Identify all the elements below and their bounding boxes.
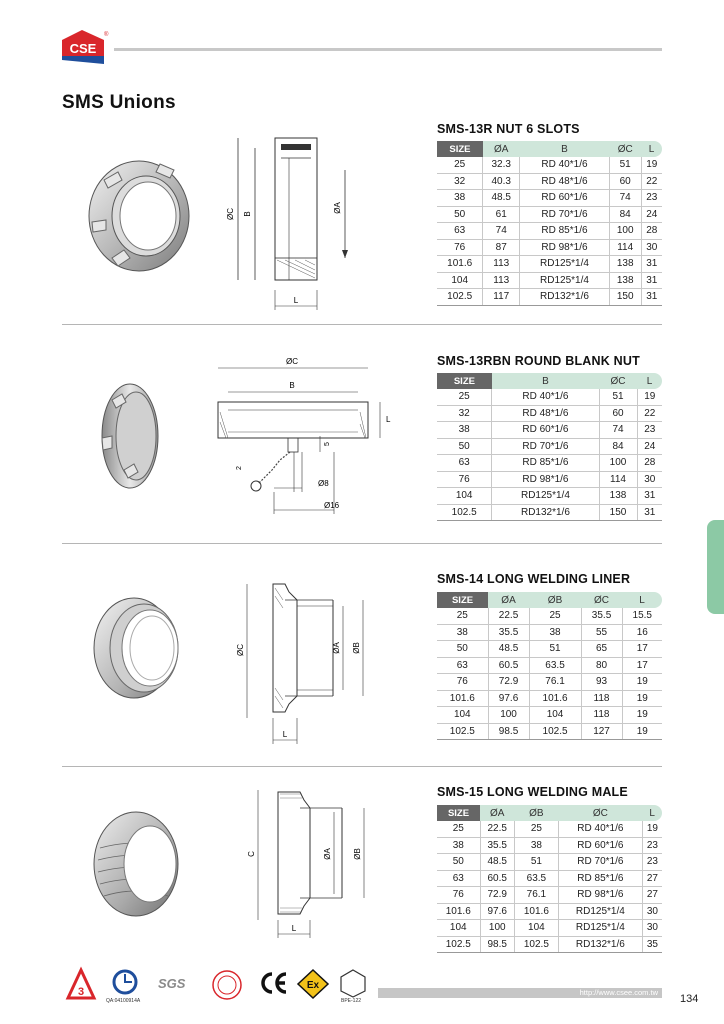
table-cell: 40.3 (483, 173, 520, 190)
table-cell: 48.5 (488, 641, 529, 658)
table-cell: 19 (641, 157, 662, 173)
table-row (437, 157, 662, 173)
table-cell: 101.6 (437, 256, 483, 273)
iso-cert-code: QA:04100914A (106, 998, 141, 1004)
table-cell: 51 (609, 157, 641, 173)
table-cell: 31 (641, 272, 662, 289)
table-cell: RD 48*1/6 (520, 173, 610, 190)
sgs-cert-logo: SGS (158, 976, 186, 991)
table-cell: RD 85*1/6 (558, 870, 642, 887)
table-cell: 102.5 (437, 723, 488, 740)
table-cell: 117 (483, 289, 520, 306)
table-cell: 104 (437, 272, 483, 289)
table-cell: 87 (483, 239, 520, 256)
round-blank-nut-drawing (210, 352, 400, 517)
section-divider (62, 543, 662, 544)
dim-label-l: L (386, 415, 391, 424)
table-cell: 102.5 (514, 936, 558, 953)
table-cell: RD125*1/4 (520, 256, 610, 273)
table-cell: RD 60*1/6 (520, 190, 610, 207)
table-cell: 114 (599, 471, 637, 488)
table-row (437, 256, 662, 273)
long-welding-liner-drawing (225, 578, 375, 748)
table-cell: 97.6 (480, 903, 514, 920)
table-cell: 104 (437, 707, 488, 724)
column-header: B (520, 141, 610, 157)
table-cell: 24 (641, 206, 662, 223)
table-cell: 63.5 (514, 870, 558, 887)
column-header: L (622, 592, 662, 608)
table-cell: 25 (529, 608, 581, 624)
cse-logo (60, 28, 109, 66)
table-cell: 60 (599, 405, 637, 422)
table-cell: 113 (483, 272, 520, 289)
table-row (437, 608, 662, 624)
table-cell: 97.6 (488, 690, 529, 707)
table-header-row (437, 141, 662, 157)
long-welding-male-render (90, 808, 190, 920)
table-cell: RD125*1/4 (520, 272, 610, 289)
column-header: B (492, 373, 599, 389)
table-cell: 22 (637, 405, 662, 422)
page-title: SMS Unions (62, 92, 176, 113)
table-cell: 102.5 (437, 936, 480, 953)
table-cell: 150 (609, 289, 641, 306)
table-cell: 22.5 (488, 608, 529, 624)
long-welding-liner-render (90, 592, 190, 702)
table-cell: 76 (437, 471, 492, 488)
table-row (437, 206, 662, 223)
header-rule (114, 48, 662, 51)
table-cell: 127 (581, 723, 622, 740)
table-cell: 138 (609, 256, 641, 273)
column-header: ØA (488, 592, 529, 608)
ce-mark-icon (258, 968, 290, 998)
table-cell: 35.5 (480, 837, 514, 854)
table-cell: 102.5 (529, 723, 581, 740)
table-row (437, 903, 662, 920)
table-header-row (437, 373, 662, 389)
table-cell: RD125*1/4 (558, 903, 642, 920)
table-cell: 22.5 (480, 821, 514, 837)
table-cell: 19 (622, 690, 662, 707)
table-cell: 84 (609, 206, 641, 223)
table-cell: 100 (599, 455, 637, 472)
dim-label-a: ØA (332, 642, 341, 654)
table-cell: 50 (437, 641, 488, 658)
table-row (437, 455, 662, 472)
dim-label-l: L (282, 730, 288, 739)
table-cell: RD 60*1/6 (558, 837, 642, 854)
table-cell: 102.5 (437, 504, 492, 521)
table-cell: 17 (622, 657, 662, 674)
table-cell: 55 (581, 624, 622, 641)
table-row (437, 690, 662, 707)
table-row (437, 624, 662, 641)
dim-label-b: B (243, 211, 252, 217)
table-title-sms-13r: SMS-13R NUT 6 SLOTS (437, 122, 580, 136)
table-cell: 150 (599, 504, 637, 521)
table-cell: 28 (637, 455, 662, 472)
iso-cert-icon (108, 968, 142, 1002)
table-row (437, 707, 662, 724)
spec-table-sms-15 (437, 805, 662, 953)
svg-text:Ex: Ex (306, 980, 320, 991)
table-cell: 100 (488, 707, 529, 724)
table-cell: RD 60*1/6 (492, 422, 599, 439)
table-cell: 19 (637, 389, 662, 405)
table-cell: 25 (437, 157, 483, 173)
table-cell: 100 (609, 223, 641, 240)
asme-bpe-icon (338, 968, 368, 998)
table-cell: 113 (483, 256, 520, 273)
table-cell: RD125*1/4 (492, 488, 599, 505)
table-cell: 25 (437, 389, 492, 405)
table-cell: 23 (642, 854, 662, 871)
column-header: L (642, 805, 662, 821)
dim-label-5: 5 (324, 442, 331, 446)
table-row (437, 504, 662, 521)
table-row (437, 223, 662, 240)
dim-label-b: ØB (353, 848, 362, 860)
dim-label-b: B (289, 381, 295, 390)
table-row (437, 821, 662, 837)
table-row (437, 657, 662, 674)
table-cell: 63 (437, 657, 488, 674)
table-cell: 30 (642, 903, 662, 920)
table-cell: 60 (609, 173, 641, 190)
table-title-sms-15: SMS-15 LONG WELDING MALE (437, 785, 628, 799)
column-header: ØB (529, 592, 581, 608)
table-cell: 100 (480, 920, 514, 937)
table-cell: 16 (622, 624, 662, 641)
table-title-sms-14: SMS-14 LONG WELDING LINER (437, 572, 631, 586)
dim-label-l: L (291, 924, 297, 933)
dim-label-2: 2 (236, 466, 243, 470)
table-cell: 27 (642, 870, 662, 887)
column-header: ØC (558, 805, 642, 821)
table-cell: 101.6 (529, 690, 581, 707)
table-cell: 104 (514, 920, 558, 937)
table-cell: 38 (437, 624, 488, 641)
table-cell: 50 (437, 206, 483, 223)
table-cell: 101.6 (437, 690, 488, 707)
table-cell: 30 (642, 920, 662, 937)
table-cell: 19 (622, 674, 662, 691)
table-cell: 63 (437, 223, 483, 240)
table-cell: 22 (641, 173, 662, 190)
table-cell: 61 (483, 206, 520, 223)
table-row (437, 438, 662, 455)
table-cell: 24 (637, 438, 662, 455)
table-cell: RD 98*1/6 (558, 887, 642, 904)
column-header: L (637, 373, 662, 389)
table-cell: 63.5 (529, 657, 581, 674)
spec-table-sms-13rbn (437, 373, 662, 521)
column-header: ØA (480, 805, 514, 821)
svg-text:3: 3 (77, 986, 85, 998)
table-cell: 65 (581, 641, 622, 658)
table-cell: 31 (641, 256, 662, 273)
table-header-row (437, 805, 662, 821)
table-cell: 104 (437, 488, 492, 505)
table-cell: 101.6 (437, 903, 480, 920)
table-cell: 104 (437, 920, 480, 937)
table-cell: 23 (637, 422, 662, 439)
table-cell: 23 (642, 837, 662, 854)
table-row (437, 837, 662, 854)
nut-6-slots-render (84, 150, 194, 280)
dim-label-c: ØC (236, 644, 245, 656)
table-row (437, 405, 662, 422)
nut-6-slots-drawing (225, 130, 350, 310)
table-row (437, 870, 662, 887)
long-welding-male-drawing (240, 780, 380, 940)
column-header: ØC (599, 373, 637, 389)
table-cell: RD125*1/4 (558, 920, 642, 937)
table-cell: 25 (514, 821, 558, 837)
table-cell: 35.5 (581, 608, 622, 624)
table-cell: 74 (609, 190, 641, 207)
table-row (437, 272, 662, 289)
dim-label-d8: Ø8 (318, 479, 329, 488)
dim-label-c: ØC (226, 208, 235, 220)
table-cell: 48.5 (483, 190, 520, 207)
table-row (437, 936, 662, 953)
table-cell: 27 (642, 887, 662, 904)
column-header: SIZE (437, 141, 483, 157)
spec-table-sms-14 (437, 592, 662, 740)
table-cell: 51 (514, 854, 558, 871)
table-cell: RD 85*1/6 (520, 223, 610, 240)
table-cell: 31 (637, 488, 662, 505)
atex-ex-icon (296, 968, 330, 1000)
table-cell: 93 (581, 674, 622, 691)
table-row (437, 422, 662, 439)
iecdc-cert-icon (210, 968, 244, 1002)
table-cell: 63 (437, 455, 492, 472)
table-cell: 76 (437, 674, 488, 691)
column-header: ØC (609, 141, 641, 157)
dim-label-c: ØC (286, 357, 298, 366)
dim-label-b: ØB (352, 642, 361, 654)
table-row (437, 173, 662, 190)
table-cell: RD 40*1/6 (492, 389, 599, 405)
table-cell: 32 (437, 173, 483, 190)
table-cell: 28 (641, 223, 662, 240)
table-cell: RD 40*1/6 (558, 821, 642, 837)
table-cell: 32.3 (483, 157, 520, 173)
table-cell: 118 (581, 690, 622, 707)
table-cell: 38 (514, 837, 558, 854)
column-header: SIZE (437, 592, 488, 608)
table-row (437, 289, 662, 306)
logo-registered-mark: ® (104, 32, 109, 38)
column-header: ØA (483, 141, 520, 157)
table-cell: 30 (637, 471, 662, 488)
table-cell: 51 (529, 641, 581, 658)
table-cell: 19 (622, 723, 662, 740)
table-cell: 38 (529, 624, 581, 641)
table-cell: 51 (599, 389, 637, 405)
column-header: L (641, 141, 662, 157)
table-cell: 60.5 (480, 870, 514, 887)
table-cell: 38 (437, 190, 483, 207)
table-cell: 76.1 (529, 674, 581, 691)
table-cell: 19 (642, 821, 662, 837)
table-cell: RD 85*1/6 (492, 455, 599, 472)
table-cell: 25 (437, 821, 480, 837)
bpe-cert-code: BPE-122 (341, 998, 362, 1004)
dim-label-a: ØA (333, 202, 342, 214)
table-cell: 118 (581, 707, 622, 724)
table-cell: RD132*1/6 (520, 289, 610, 306)
table-cell: 31 (637, 504, 662, 521)
table-cell: 101.6 (514, 903, 558, 920)
table-row (437, 887, 662, 904)
table-cell: RD 98*1/6 (520, 239, 610, 256)
table-cell: 48.5 (480, 854, 514, 871)
table-cell: RD 70*1/6 (520, 206, 610, 223)
round-blank-nut-render (94, 380, 166, 492)
table-row (437, 239, 662, 256)
table-cell: 74 (483, 223, 520, 240)
table-cell: 25 (437, 608, 488, 624)
dim-label-a: ØA (323, 848, 332, 860)
column-header: SIZE (437, 373, 492, 389)
column-header: SIZE (437, 805, 480, 821)
table-cell: 72.9 (488, 674, 529, 691)
table-cell: 63 (437, 870, 480, 887)
table-cell: 32 (437, 405, 492, 422)
table-row (437, 723, 662, 740)
table-row (437, 641, 662, 658)
table-cell: 15.5 (622, 608, 662, 624)
table-cell: 35.5 (488, 624, 529, 641)
table-cell: 98.5 (480, 936, 514, 953)
table-cell: 38 (437, 422, 492, 439)
table-row (437, 920, 662, 937)
table-row (437, 190, 662, 207)
table-cell: 72.9 (480, 887, 514, 904)
chapter-tab (707, 520, 724, 614)
column-header: ØB (514, 805, 558, 821)
dim-label-d16: Ø16 (324, 501, 340, 510)
table-cell: 30 (641, 239, 662, 256)
spec-table-sms-13r (437, 141, 662, 306)
table-row (437, 854, 662, 871)
table-cell: 23 (641, 190, 662, 207)
table-header-row (437, 592, 662, 608)
table-cell: RD 98*1/6 (492, 471, 599, 488)
logo-text: CSE (69, 41, 97, 56)
section-divider (62, 324, 662, 325)
table-cell: RD 70*1/6 (492, 438, 599, 455)
table-cell: 104 (529, 707, 581, 724)
table-cell: 138 (609, 272, 641, 289)
table-row (437, 389, 662, 405)
page-number: 134 (680, 993, 699, 1005)
table-cell: RD 40*1/6 (520, 157, 610, 173)
table-row (437, 471, 662, 488)
section-divider (62, 766, 662, 767)
table-cell: RD 48*1/6 (492, 405, 599, 422)
table-cell: 19 (622, 707, 662, 724)
table-cell: 84 (599, 438, 637, 455)
table-cell: 38 (437, 837, 480, 854)
a3-cert-icon (66, 968, 96, 1002)
table-row (437, 488, 662, 505)
table-cell: RD132*1/6 (558, 936, 642, 953)
table-title-sms-13rbn: SMS-13RBN ROUND BLANK NUT (437, 354, 640, 368)
table-cell: 50 (437, 438, 492, 455)
table-cell: 74 (599, 422, 637, 439)
table-cell: 35 (642, 936, 662, 953)
table-cell: 76 (437, 887, 480, 904)
table-cell: 138 (599, 488, 637, 505)
table-row (437, 674, 662, 691)
table-cell: 50 (437, 854, 480, 871)
table-cell: 98.5 (488, 723, 529, 740)
table-cell: 60.5 (488, 657, 529, 674)
table-cell: 102.5 (437, 289, 483, 306)
table-cell: 76 (437, 239, 483, 256)
table-cell: 114 (609, 239, 641, 256)
dim-label-c: C (247, 851, 256, 857)
table-cell: 76.1 (514, 887, 558, 904)
table-cell: RD132*1/6 (492, 504, 599, 521)
column-header: ØC (581, 592, 622, 608)
footer-url[interactable]: http://www.csee.com.tw (579, 988, 658, 997)
dim-label-l: L (293, 296, 299, 305)
table-cell: 31 (641, 289, 662, 306)
table-cell: 17 (622, 641, 662, 658)
table-cell: 80 (581, 657, 622, 674)
table-cell: RD 70*1/6 (558, 854, 642, 871)
